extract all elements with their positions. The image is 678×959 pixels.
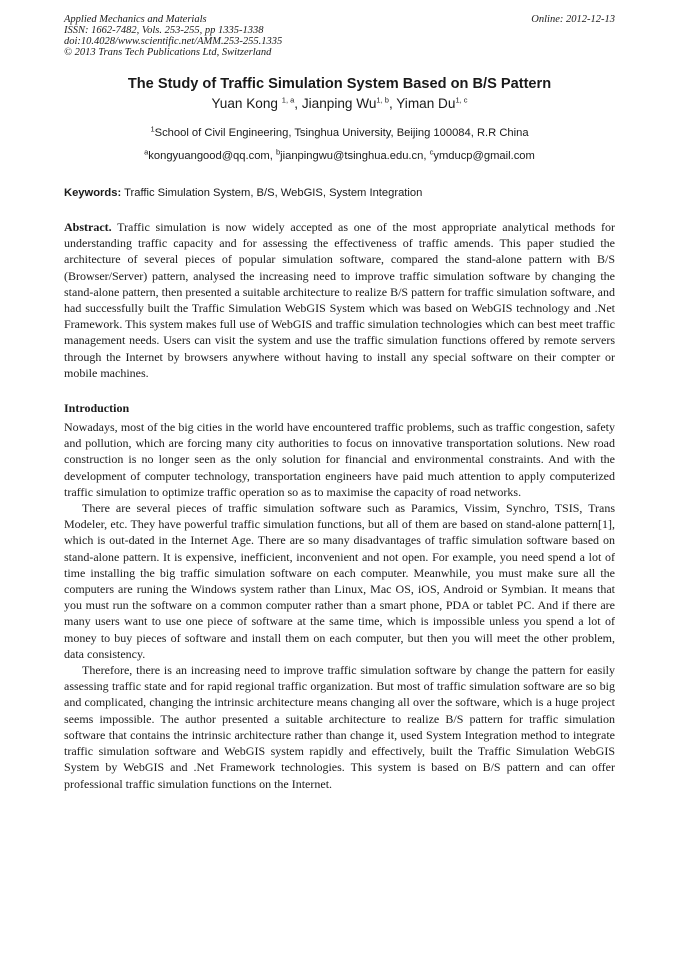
issn-line: ISSN: 1662-7482, Vols. 253-255, pp 1335-1338 [64, 25, 264, 36]
author-name: Jianping Wu [301, 96, 377, 111]
author-name: Yiman Du [396, 96, 456, 111]
abstract-text: Traffic simulation is now widely accepted as one of the most appropriate analytical methods for understanding traffic capacity and for assessing the effectiveness of traffic amends. This paper studied the architecture of several pieces of popular simulation software, compared the stand-alone pattern with B/S (Browser/Server) pattern, analysed the increasing need to improve traffic simulation software by changing the stand-alone pattern, then presented a suitable architecture to realize B/S pattern for traffic simulation software, and had successfully built the Traffic Simulation WebGIS System which was based on WebGIS technology and .Net Framework. This system makes full use of WebGIS and traffic simulation technologies which can best meet traffic management needs. Users can visit the system and use the traffic simulation functions offered by remote servers through the Internet by browsers anywhere without having to install any special software on their compter or mobile machines. [64, 220, 615, 380]
email-mark: c [429, 147, 434, 157]
journal-header [64, 14, 615, 58]
email-address: jianpingwu@tsinghua.edu.cn [280, 150, 424, 162]
keywords-text: Traffic Simulation System, B/S, WebGIS, System Integration [124, 187, 423, 199]
author-affiliation-mark: 1, b [376, 95, 389, 105]
email-list: $^a$kongyuangood@qq.com, $^b$jianpingwu@tsinghua.edu.cn, $^c$ymducp@gmail.com [144, 147, 535, 162]
email-mark: b [275, 147, 281, 157]
section-heading-introduction: Introduction [64, 401, 130, 416]
abstract-paragraph [64, 219, 615, 381]
doi-line: doi:10.4028/www.scientific.net/AMM.253-255.1335 [64, 36, 283, 47]
author-list: Yuan Kong $^{1, a}$, Jianping Wu$^{1, b}$, Yiman Du$^{1, c}$ [211, 95, 468, 111]
author-affiliation-mark: 1, c [455, 95, 468, 105]
affiliation-text: School of Civil Engineering, Tsinghua University, Beijing 100084, R.R China [154, 127, 529, 139]
abstract-label: Abstract. [64, 220, 112, 234]
journal-name: Applied Mechanics and Materials [64, 14, 207, 25]
author-name: Yuan Kong [211, 96, 278, 111]
email-mark: a [144, 147, 149, 157]
introduction-body [64, 419, 615, 792]
paper-page [64, 14, 615, 792]
keywords [64, 186, 615, 200]
email-address: ymducp@gmail.com [433, 150, 535, 162]
affiliation [64, 126, 615, 140]
abstract-section [64, 219, 615, 381]
online-date: Online: 2012-12-13 [531, 14, 615, 25]
author-affiliation-mark: 1, a [281, 95, 295, 105]
body-paragraph: Therefore, there is an increasing need to improve traffic simulation software by change the pattern for easily assessing traffic state and for rapid regional traffic organization. But most of traffic simulation software are so big and complicated, changing the intrinsic architecture means changing all over the software, which is a huge project seems impossible. The author presented a suitable architecture to realize B/S pattern for traffic simulation software that contains the intrinsic architecture rather than change it, used System Integration method to integrate traffic simulation software and WebGIS system rapidly and effectively, built the Traffic Simulation WebGIS System by WebGIS and .Net Framework technologies. This system is based on B/S pattern and can offer professional traffic simulation functions on the Internet. [64, 663, 615, 791]
copyright-line: © 2013 Trans Tech Publications Ltd, Switzerland [64, 47, 272, 58]
affiliation-mark: 1 [150, 124, 155, 134]
body-paragraph: There are several pieces of traffic simulation software such as Paramics, Vissim, Synchro, TSIS, Trans Modeler, etc. They have powerful traffic simulation functions, but all of them are based on stand-alone pattern[1], which is out-dated in the Internet Age. There are so many disadvantages of traffic simulation software based on stand-alone pattern. It is expensive, inefficient, inconvenient and not open. For example, you need spend a lot of time installing the big traffic simulation software on each computer. Meanwhile, you must make sure all the computers are runing the Windows system rather than Linux, Mac OS, iOS, Android or Symbian. It means that you must run the software on a common computer rather than a smart phone, PDA or tablet PC. And if there are many users want to use one piece of software at the same time, which is impossible unless you spend a lot of money to buy pieces of software and install them on each computer, but then you will meet the other problem, data consistency. [64, 501, 615, 661]
paper-title: The Study of Traffic Simulation System Based on B/S Pattern [127, 76, 552, 92]
body-paragraph: Nowadays, most of the big cities in the world have encountered traffic problems, such as traffic congestion, safety and pollution, which are forcing many city authorities to focus on innovative transportation solutions. New road construction is no longer seen as the only solution for financial and environmental constraints. And with the development of computer technology, transportation engineers have paid much attention to apply computerized traffic simulation to optimize traffic operation so as to maximise the capacity of road networks. [64, 420, 615, 499]
email-address: kongyuangood@qq.com [148, 150, 270, 162]
keywords-label: Keywords: [64, 187, 122, 199]
